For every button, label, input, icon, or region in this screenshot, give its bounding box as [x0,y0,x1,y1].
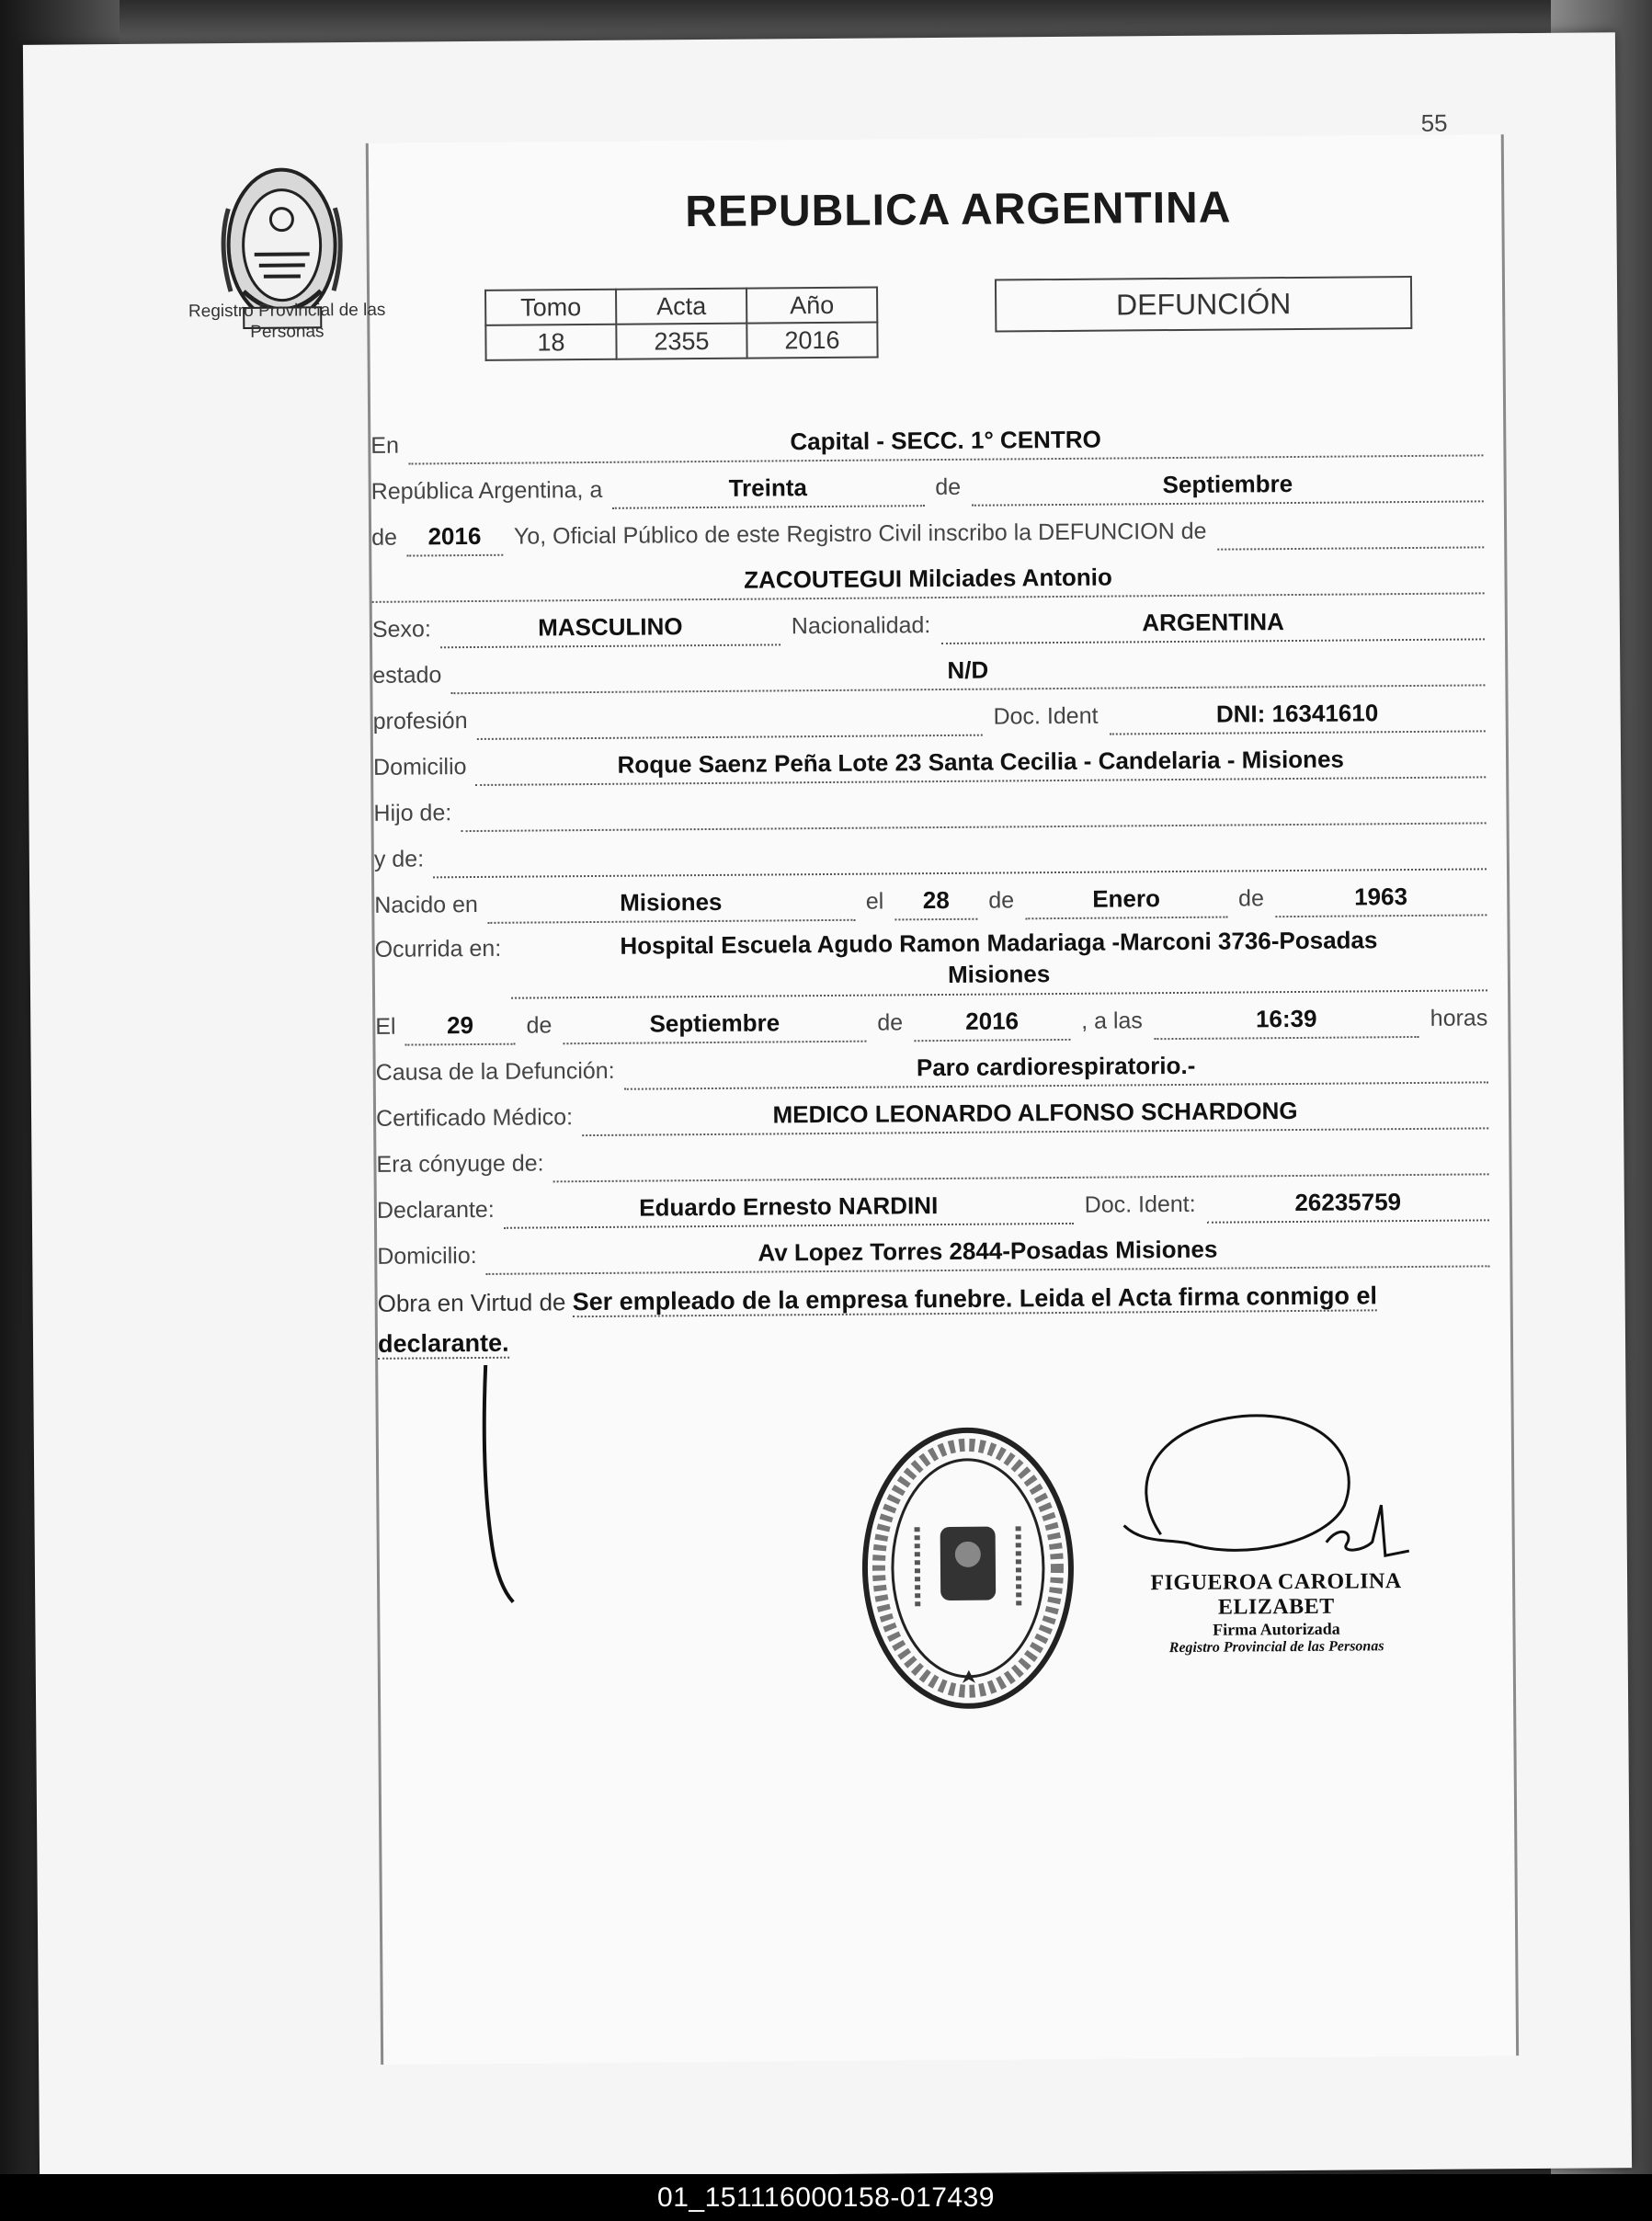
nacionalidad-label: Nacionalidad: [791,612,931,640]
signatory-org: Registro Provincial de las Personas [1168,1638,1384,1657]
en-label: En [370,432,400,459]
signatory-name: FIGUEROA CAROLINA ELIZABET [1150,1569,1402,1620]
death-day: 29 [404,1007,515,1046]
yde-label: y de: [373,846,425,872]
ref-value-anio: 2016 [746,323,877,359]
ref-header-acta: Acta [616,289,746,325]
causa-value: Paro cardiorespiratorio.- [623,1044,1487,1089]
el-label: El [375,1013,396,1040]
row-domicilio-2 [377,1221,1489,1276]
de-label: de [988,887,1015,914]
el-label: el [865,888,884,915]
signature-block [1111,1569,1442,1657]
domicilio-value: Roque Saenz Peña Lote 23 Santa Cecilia - Candelaria - Misiones [475,739,1486,786]
doc-ident-value: DNI: 16341610 [1109,693,1486,735]
ocurrida-label: Ocurrida en: [374,935,502,962]
death-time: 16:39 [1154,999,1419,1040]
domicilio-2-label: Domicilio: [377,1243,477,1270]
registry-label: Registro Provincial de las Personas [188,300,386,342]
signatory-role: Firma Autorizada [1213,1619,1340,1639]
document-page [23,32,1632,2181]
row-ocurrida [374,916,1487,1000]
death-certificate-form [370,410,1490,1363]
ocurrida-line-2: Misiones [947,960,1051,988]
estado-label: estado [372,662,442,689]
place-value: Capital - SECC. 1° CENTRO [408,417,1484,464]
hijo-label: Hijo de: [373,800,452,826]
signature-drawing [1105,1404,1447,1590]
birth-day: 28 [894,882,977,921]
nacido-value: Misiones [487,883,855,924]
death-month: Septiembre [563,1004,866,1045]
ref-header-tomo: Tomo [485,290,616,325]
birth-year: 1963 [1275,877,1487,917]
alas-label: , a las [1081,1008,1143,1034]
de-label: de [877,1009,904,1036]
official-stamp-icon [852,1416,1085,1721]
ref-header-anio: Año [746,288,877,324]
obra-value: Ser empleado de la empresa funebre. Leida el Acta firma conmigo el declarante. [377,1281,1378,1358]
ocurrida-line-1: Hospital Escuela Agudo Ramon Madariaga -Marconi 3736-Posadas [620,926,1378,960]
de-label: de [526,1012,553,1039]
de-label: de [371,524,398,551]
act-type-box: DEFUNCIÓN [995,276,1412,333]
republica-label: República Argentina, a [370,476,603,505]
certificado-label: Certificado Médico: [375,1104,574,1132]
nacionalidad-value: ARGENTINA [941,601,1485,644]
sexo-label: Sexo: [371,616,431,643]
obra-label: Obra en Virtud de [377,1288,566,1317]
doc-ident-2-value: 26235759 [1206,1182,1489,1223]
inscribe-blank [1217,509,1484,550]
birth-month: Enero [1025,880,1227,920]
ocurrida-value [510,923,1487,998]
certificado-value: MEDICO LEONARDO ALFONSO SCHARDONG [582,1090,1488,1136]
row-obra [377,1267,1486,1363]
pen-stroke [474,1365,531,1604]
scan-footer-id: 01_151116000158-017439 [0,2174,1652,2221]
doc-ident-2-label: Doc. Ident: [1084,1190,1196,1218]
day-text: Treinta [611,468,924,509]
record-reference-table [484,287,879,361]
declarante-value: Eduardo Ernesto NARDINI [504,1186,1074,1229]
inscribe-text: Yo, Oficial Público de este Registro Civil inscribo la DEFUNCION de [513,518,1207,550]
page-number: 55 [1420,108,1448,137]
conyuge-label: Era cónyuge de: [376,1150,544,1178]
doc-ident-label: Doc. Ident [993,702,1099,730]
profesion-value [476,698,982,740]
domicilio-label: Domicilio [372,754,467,780]
death-year: 2016 [914,1002,1070,1042]
deceased-name: ZACOUTEGUI Milciades Antonio [371,555,1484,603]
ref-value-tomo: 18 [485,325,616,360]
year-value: 2016 [406,518,503,557]
month-text: Septiembre [972,463,1484,506]
sexo-value: MASCULINO [440,607,780,648]
causa-label: Causa de la Defunción: [375,1057,615,1086]
nacido-label: Nacido en [374,891,478,918]
profesion-label: profesión [372,708,468,735]
domicilio-2-value: Av Lopez Torres 2844-Posadas Misiones [485,1228,1489,1275]
de-label: de [935,473,962,501]
horas-label: horas [1430,1005,1488,1031]
document-title: REPUBLICA ARGENTINA [685,183,1232,237]
declarante-label: Declarante: [376,1196,495,1224]
ref-value-acta: 2355 [616,324,746,359]
estado-value: N/D [450,647,1485,694]
de-label: de [1237,885,1265,912]
